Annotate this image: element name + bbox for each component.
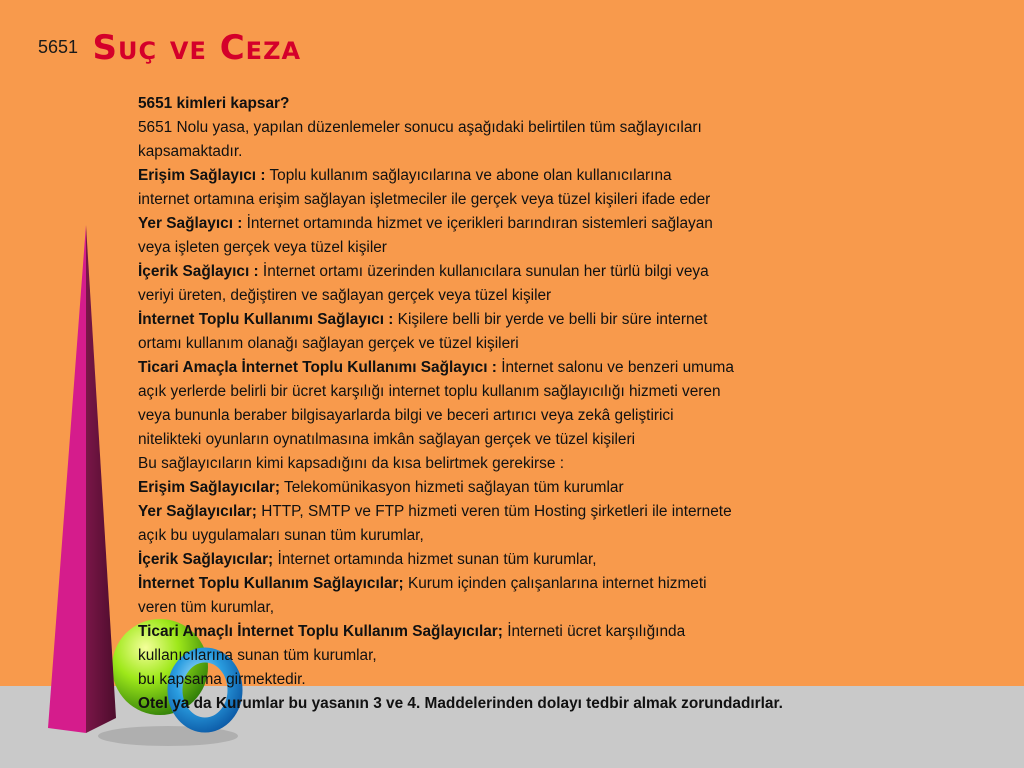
pyramid-left-face <box>48 225 86 733</box>
definition-line: veya bununla beraber bilgisayarlarda bilgi ve beceri artırıcı veya zekâ geliştirici <box>138 407 674 424</box>
definition-line: nitelikteki oyunların oynatılmasına imkân sağlayan gerçek ve tüzel kişileri <box>138 431 636 448</box>
title-text: Suç ve Ceza <box>92 28 302 68</box>
summary-line: Ticari Amaçlı İnternet Toplu Kullanım Sağlayıcılar; İnterneti ücret karşılığında <box>138 623 686 640</box>
summary-term: Ticari Amaçlı İnternet Toplu Kullanım Sağlayıcılar; <box>138 623 503 640</box>
definition-term: İnternet Toplu Kullanımı Sağlayıcı : <box>138 311 394 328</box>
slide-title <box>38 28 301 68</box>
summary-term: İnternet Toplu Kullanım Sağlayıcılar; <box>138 575 404 592</box>
pyramid-right-face <box>86 225 116 733</box>
definition-line: ortamı kullanım olanağı sağlayan gerçek ve tüzel kişileri <box>138 335 519 352</box>
summary-term: İçerik Sağlayıcılar; <box>138 551 274 568</box>
content-body <box>138 92 878 716</box>
summary-term: Yer Sağlayıcılar; <box>138 503 257 520</box>
definition-term: Yer Sağlayıcı : <box>138 215 243 232</box>
summary-intro-line: Bu sağlayıcıların kimi kapsadığını da kısa belirtmek gerekirse : <box>138 455 564 472</box>
definition-line: açık yerlerde belirli bir ücret karşılığı internet toplu kullanım sağlayıcılığı hizmeti veren <box>138 383 721 400</box>
definition-line: Erişim Sağlayıcı : Toplu kullanım sağlayıcılarına ve abone olan kullanıcılarına <box>138 167 672 184</box>
summary-line: İçerik Sağlayıcılar; İnternet ortamında hizmet sunan tüm kurumlar, <box>138 551 597 568</box>
definition-term: İçerik Sağlayıcı : <box>138 263 259 280</box>
summary-line: bu kapsama girmektedir. <box>138 671 306 688</box>
title-number: 5651 <box>38 37 79 57</box>
definition-line: İnternet Toplu Kullanımı Sağlayıcı : Kişilere belli bir yerde ve belli bir süre internet <box>138 311 708 328</box>
summary-line: İnternet Toplu Kullanım Sağlayıcılar; Kurum içinden çalışanlarına internet hizmeti <box>138 575 707 592</box>
definition-term: Erişim Sağlayıcı : <box>138 167 266 184</box>
summary-term: Erişim Sağlayıcılar; <box>138 479 281 496</box>
definition-term: Ticari Amaçla İnternet Toplu Kullanımı Sağlayıcı : <box>138 359 497 376</box>
definition-line: İçerik Sağlayıcı : İnternet ortamı üzerinden kullanıcılara sunulan her türlü bilgi veya <box>138 263 709 280</box>
definition-line: internet ortamına erişim sağlayan işletmeciler ile gerçek veya tüzel kişileri ifade eder <box>138 191 711 208</box>
definition-line: veriyi üreten, değiştiren ve sağlayan gerçek veya tüzel kişiler <box>138 287 552 304</box>
summary-line: Erişim Sağlayıcılar; Telekomünikasyon hizmeti sağlayan tüm kurumlar <box>138 479 624 496</box>
question-line: 5651 kimleri kapsar? <box>138 95 290 112</box>
intro-line: 5651 Nolu yasa, yapılan düzenlemeler sonucu aşağıdaki belirtilen tüm sağlayıcıları <box>138 119 702 136</box>
intro-line: kapsamaktadır. <box>138 143 243 160</box>
summary-line: açık bu uygulamaları sunan tüm kurumlar, <box>138 527 424 544</box>
definition-line: veya işleten gerçek veya tüzel kişiler <box>138 239 387 256</box>
definition-line: Ticari Amaçla İnternet Toplu Kullanımı Sağlayıcı : İnternet salonu ve benzeri umuma <box>138 359 734 376</box>
summary-line: Yer Sağlayıcılar; HTTP, SMTP ve FTP hizmeti veren tüm Hosting şirketleri ile internete <box>138 503 732 520</box>
summary-line: veren tüm kurumlar, <box>138 599 274 616</box>
conclusion-line: Otel ya da Kurumlar bu yasanın 3 ve 4. Maddelerinden dolayı tedbir almak zorundadırlar. <box>138 695 783 712</box>
summary-line: kullanıcılarına sunan tüm kurumlar, <box>138 647 377 664</box>
definition-line: Yer Sağlayıcı : İnternet ortamında hizmet ve içerikleri barındıran sistemleri sağlayan <box>138 215 713 232</box>
